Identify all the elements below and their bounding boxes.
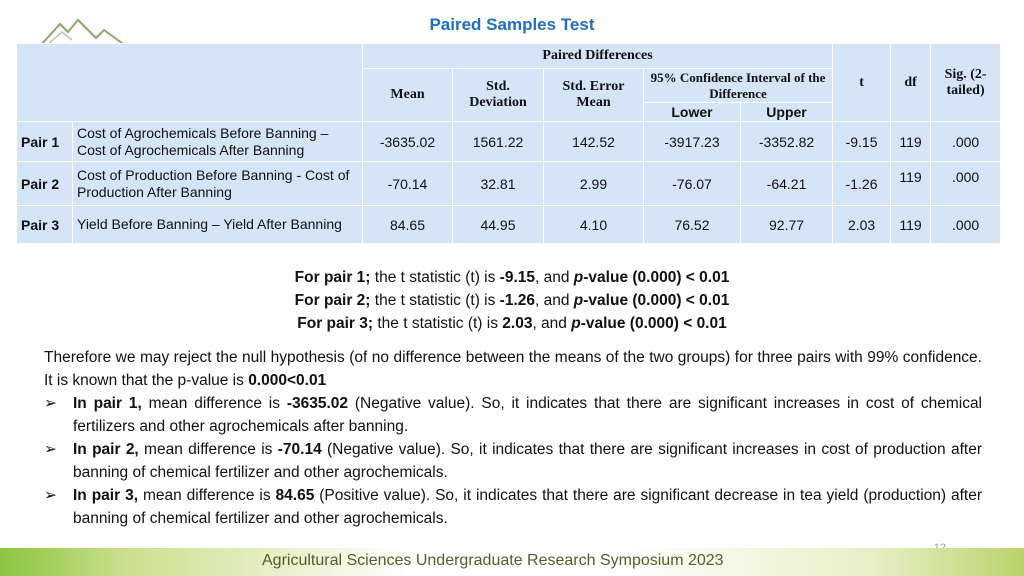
summary-lead: For pair 1; bbox=[294, 269, 371, 286]
std-deviation-cell: 32.81 bbox=[453, 162, 544, 206]
t-cell: -1.26 bbox=[833, 162, 891, 206]
summary-p-value: -value (0.000) < 0.01 bbox=[583, 292, 730, 309]
bullet-text: mean difference is bbox=[141, 395, 287, 412]
arrow-bullet-icon: ➢ bbox=[44, 395, 57, 412]
std-deviation-header: Std. Deviation bbox=[453, 69, 544, 122]
bullet-item bbox=[44, 484, 982, 530]
sig-cell: .000 bbox=[931, 206, 1001, 244]
sig-cell: .000 bbox=[931, 122, 1001, 162]
intro-bold: 0.000<0.01 bbox=[248, 372, 327, 389]
bullet-item bbox=[44, 438, 982, 484]
lower-cell: 76.52 bbox=[644, 206, 741, 244]
t-header: t bbox=[833, 44, 891, 122]
summary-text: the t statistic (t) is bbox=[370, 269, 500, 286]
table-row bbox=[17, 162, 1001, 206]
conclusion-intro bbox=[44, 346, 982, 392]
pair-description: Yield Before Banning – Yield After Banning bbox=[73, 206, 363, 244]
summary-text: the t statistic (t) is bbox=[373, 315, 503, 332]
ci-header: 95% Confidence Interval of the Difference bbox=[644, 69, 833, 103]
std-error-cell: 2.99 bbox=[544, 162, 644, 206]
summary-lead: For pair 2; bbox=[294, 292, 371, 309]
bullet-item bbox=[44, 392, 982, 438]
sig-cell: .000 bbox=[931, 162, 1001, 206]
arrow-bullet-icon: ➢ bbox=[44, 441, 57, 458]
paired-differences-header: Paired Differences bbox=[363, 44, 833, 69]
summary-p-letter: p bbox=[573, 292, 584, 309]
summary-t-value: 2.03 bbox=[502, 315, 533, 332]
table-row bbox=[17, 122, 1001, 162]
mean-cell: 84.65 bbox=[363, 206, 453, 244]
df-header: df bbox=[891, 44, 931, 122]
mean-header: Mean bbox=[363, 69, 453, 122]
mean-cell: -3635.02 bbox=[363, 122, 453, 162]
bullet-text: (Positive value). So, it indicates that there are significant decrease in tea yield (production) after banning of chemical fertilizer and other agrochemicals. bbox=[73, 487, 983, 527]
summary-p-value: -value (0.000) < 0.01 bbox=[583, 269, 730, 286]
bullet-value: -70.14 bbox=[277, 441, 322, 458]
std-deviation-cell: 1561.22 bbox=[453, 122, 544, 162]
conclusion-block bbox=[44, 346, 982, 530]
summary-block bbox=[0, 266, 1024, 335]
table-row bbox=[17, 206, 1001, 244]
summary-text: the t statistic (t) is bbox=[370, 292, 500, 309]
summary-lead: For pair 3; bbox=[297, 315, 374, 332]
footer-text: Agricultural Sciences Undergraduate Research Symposium 2023 bbox=[262, 552, 724, 569]
std-error-cell: 4.10 bbox=[544, 206, 644, 244]
table-corner bbox=[17, 44, 363, 122]
upper-cell: -3352.82 bbox=[741, 122, 833, 162]
summary-t-value: -9.15 bbox=[499, 269, 536, 286]
mean-cell: -70.14 bbox=[363, 162, 453, 206]
pair-label: Pair 2 bbox=[17, 162, 73, 206]
bullet-value: -3635.02 bbox=[286, 395, 349, 412]
arrow-bullet-icon: ➢ bbox=[44, 487, 57, 504]
std-deviation-cell: 44.95 bbox=[453, 206, 544, 244]
pair-label: Pair 3 bbox=[17, 206, 73, 244]
sig-header: Sig. (2-tailed) bbox=[931, 44, 1001, 122]
bullet-text: mean difference is bbox=[138, 487, 276, 504]
df-cell: 119 bbox=[891, 206, 931, 244]
summary-text: , and bbox=[535, 269, 574, 286]
summary-p-letter: p bbox=[571, 315, 581, 332]
bullet-lead: In pair 3, bbox=[73, 487, 139, 504]
bullet-text: (Negative value). So, it indicates that there are significant increases in cost of production after banning of chemical fertilizer and other agrochemicals. bbox=[73, 441, 982, 481]
summary-line bbox=[0, 266, 1024, 289]
page-title: Paired Samples Test bbox=[429, 15, 595, 34]
summary-line bbox=[0, 289, 1024, 312]
paired-samples-table bbox=[16, 43, 1001, 244]
upper-cell: -64.21 bbox=[741, 162, 833, 206]
pair-description: Cost of Agrochemicals Before Banning – Cost of Agrochemicals After Banning bbox=[73, 122, 363, 162]
t-cell: 2.03 bbox=[833, 206, 891, 244]
df-cell: 119 bbox=[891, 122, 931, 162]
summary-line bbox=[0, 312, 1024, 335]
intro-text: Therefore we may reject the null hypothesis (of no difference between the means of the two groups) for three pairs with 99% confidence. It is known that the p-value is bbox=[44, 349, 982, 389]
lower-cell: -3917.23 bbox=[644, 122, 741, 162]
summary-t-value: -1.26 bbox=[499, 292, 536, 309]
pair-description: Cost of Production Before Banning - Cost of Production After Banning bbox=[73, 162, 363, 206]
bullet-text: (Negative value). So, it indicates that there are significant increases in cost of chemical fertilizers and other agrochemicals after banning. bbox=[73, 395, 983, 435]
footer-banner bbox=[0, 548, 1024, 576]
std-error-mean-header: Std. Error Mean bbox=[544, 69, 644, 122]
bullet-text: mean difference is bbox=[138, 441, 278, 458]
std-error-cell: 142.52 bbox=[544, 122, 644, 162]
lower-header: Lower bbox=[644, 103, 741, 122]
bullet-lead: In pair 2, bbox=[73, 441, 139, 458]
bullet-value: 84.65 bbox=[275, 487, 315, 504]
summary-text: , and bbox=[532, 315, 572, 332]
pair-label: Pair 1 bbox=[17, 122, 73, 162]
bullet-lead: In pair 1, bbox=[73, 395, 142, 412]
summary-p-value: -value (0.000) < 0.01 bbox=[580, 315, 727, 332]
summary-p-letter: p bbox=[573, 269, 584, 286]
upper-cell: 92.77 bbox=[741, 206, 833, 244]
t-cell: -9.15 bbox=[833, 122, 891, 162]
upper-header: Upper bbox=[741, 103, 833, 122]
lower-cell: -76.07 bbox=[644, 162, 741, 206]
df-cell: 119 bbox=[891, 162, 931, 206]
summary-text: , and bbox=[535, 292, 574, 309]
